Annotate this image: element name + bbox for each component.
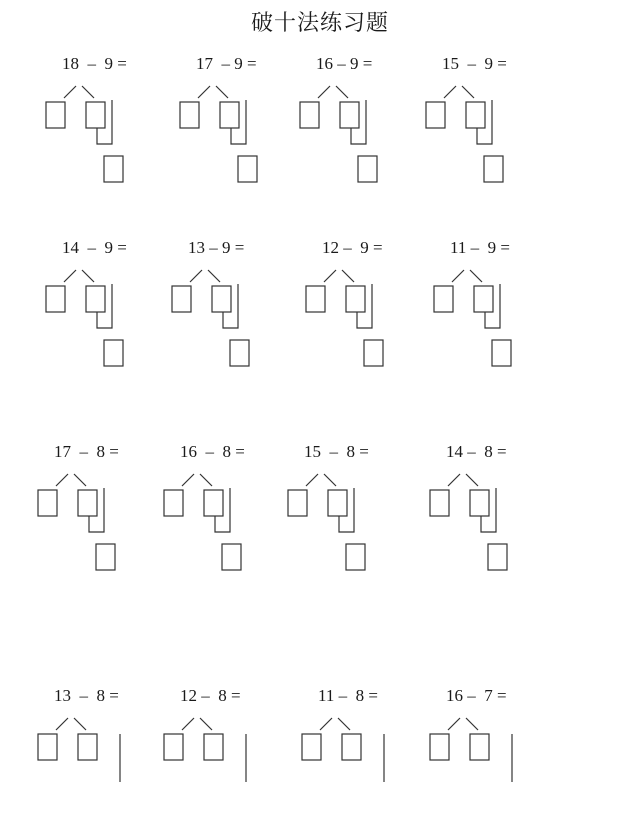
branch-line-left <box>320 718 332 730</box>
branch-line-left <box>448 718 460 730</box>
equation-text: 17 – 8 = <box>54 442 119 461</box>
equation-text: 14 – 8 = <box>446 442 507 461</box>
decomposition-figure <box>42 54 182 204</box>
branch-line-right <box>466 718 478 730</box>
branch-line-right <box>470 270 482 282</box>
problem-2 <box>176 54 316 204</box>
answer-box-split-right <box>470 490 489 516</box>
answer-box-split-right <box>470 734 489 760</box>
equation-text: 15 – 9 = <box>442 54 507 73</box>
answer-box-split-left <box>46 102 65 128</box>
problem-12 <box>426 442 566 592</box>
answer-box-split-right <box>78 490 97 516</box>
equation-text: 17 – 9 = <box>196 54 257 73</box>
branch-line-left <box>448 474 460 486</box>
branch-line-right <box>216 86 228 98</box>
decomposition-figure <box>284 442 424 592</box>
branch-line-right <box>462 86 474 98</box>
decomposition-figure <box>302 238 442 388</box>
answer-box-split-left <box>302 734 321 760</box>
branch-line-left <box>56 718 68 730</box>
decomposition-figure <box>168 238 308 388</box>
answer-box-result <box>484 156 503 182</box>
branch-line-right <box>324 474 336 486</box>
answer-box-split-right <box>340 102 359 128</box>
branch-line-right <box>200 474 212 486</box>
worksheet-title: 破十法练习题 <box>250 11 389 36</box>
equation-text: 11 – 8 = <box>318 686 378 705</box>
branch-line-right <box>466 474 478 486</box>
answer-box-split-left <box>172 286 191 312</box>
decomposition-figure <box>176 54 316 204</box>
decomposition-figure <box>298 686 438 836</box>
answer-box-split-left <box>430 490 449 516</box>
answer-box-split-left <box>38 734 57 760</box>
branch-line-right <box>74 718 86 730</box>
decomposition-figure <box>34 686 174 836</box>
answer-box-split-right <box>466 102 485 128</box>
problem-10 <box>160 442 300 592</box>
equation-text: 16 – 9 = <box>316 54 373 73</box>
answer-box-split-right <box>204 490 223 516</box>
answer-box-result <box>96 544 115 570</box>
problem-5 <box>42 238 182 388</box>
answer-box-split-left <box>164 734 183 760</box>
answer-box-split-right <box>474 286 493 312</box>
answer-box-split-right <box>346 286 365 312</box>
decomposition-figure <box>426 442 566 592</box>
decomposition-figure <box>296 54 436 204</box>
branch-line-left <box>182 474 194 486</box>
decomposition-figure <box>160 442 300 592</box>
decomposition-figure <box>426 686 566 836</box>
answer-box-result <box>364 340 383 366</box>
decomposition-figure <box>430 238 570 388</box>
branch-line-left <box>198 86 210 98</box>
answer-box-split-left <box>434 286 453 312</box>
problem-14 <box>160 686 300 836</box>
problem-15 <box>298 686 438 836</box>
problem-8 <box>430 238 570 388</box>
equation-text: 11 – 9 = <box>450 238 510 257</box>
branch-line-left <box>324 270 336 282</box>
equation-text: 16 – 7 = <box>446 686 507 705</box>
answer-box-split-right <box>204 734 223 760</box>
answer-box-split-left <box>430 734 449 760</box>
problem-11 <box>284 442 424 592</box>
branch-line-left <box>190 270 202 282</box>
answer-box-split-left <box>300 102 319 128</box>
branch-line-right <box>336 86 348 98</box>
branch-line-left <box>444 86 456 98</box>
branch-line-right <box>208 270 220 282</box>
branch-line-right <box>342 270 354 282</box>
branch-line-left <box>182 718 194 730</box>
equation-text: 18 – 9 = <box>62 54 127 73</box>
answer-box-result <box>104 156 123 182</box>
problem-7 <box>302 238 442 388</box>
answer-box-result <box>230 340 249 366</box>
answer-box-split-left <box>180 102 199 128</box>
answer-box-split-left <box>46 286 65 312</box>
branch-line-right <box>74 474 86 486</box>
equation-text: 12 – 9 = <box>322 238 383 257</box>
answer-box-result <box>346 544 365 570</box>
branch-line-left <box>318 86 330 98</box>
problem-4 <box>422 54 562 204</box>
answer-box-result <box>488 544 507 570</box>
answer-box-result <box>104 340 123 366</box>
answer-box-split-right <box>86 102 105 128</box>
decomposition-figure <box>422 54 562 204</box>
answer-box-split-right <box>220 102 239 128</box>
branch-line-right <box>338 718 350 730</box>
answer-box-split-left <box>38 490 57 516</box>
answer-box-split-left <box>426 102 445 128</box>
answer-box-split-right <box>86 286 105 312</box>
answer-box-result <box>492 340 511 366</box>
problem-9 <box>34 442 174 592</box>
answer-box-split-right <box>342 734 361 760</box>
problem-6 <box>168 238 308 388</box>
branch-line-left <box>306 474 318 486</box>
answer-box-result <box>222 544 241 570</box>
problem-13 <box>34 686 174 836</box>
answer-box-result <box>358 156 377 182</box>
problem-16 <box>426 686 566 836</box>
branch-line-right <box>82 86 94 98</box>
decomposition-figure <box>34 442 174 592</box>
decomposition-figure <box>160 686 300 836</box>
answer-box-split-right <box>78 734 97 760</box>
equation-text: 14 – 9 = <box>62 238 127 257</box>
answer-box-split-right <box>328 490 347 516</box>
problem-1 <box>42 54 182 204</box>
branch-line-left <box>56 474 68 486</box>
decomposition-figure <box>42 238 182 388</box>
branch-line-right <box>200 718 212 730</box>
equation-text: 13 – 8 = <box>54 686 119 705</box>
answer-box-split-left <box>164 490 183 516</box>
branch-line-left <box>64 86 76 98</box>
equation-text: 13 – 9 = <box>188 238 245 257</box>
equation-text: 16 – 8 = <box>180 442 245 461</box>
answer-box-split-left <box>306 286 325 312</box>
problem-3 <box>296 54 436 204</box>
equation-text: 12 – 8 = <box>180 686 241 705</box>
branch-line-left <box>452 270 464 282</box>
branch-line-right <box>82 270 94 282</box>
answer-box-split-right <box>212 286 231 312</box>
equation-text: 15 – 8 = <box>304 442 369 461</box>
answer-box-result <box>238 156 257 182</box>
branch-line-left <box>64 270 76 282</box>
answer-box-split-left <box>288 490 307 516</box>
